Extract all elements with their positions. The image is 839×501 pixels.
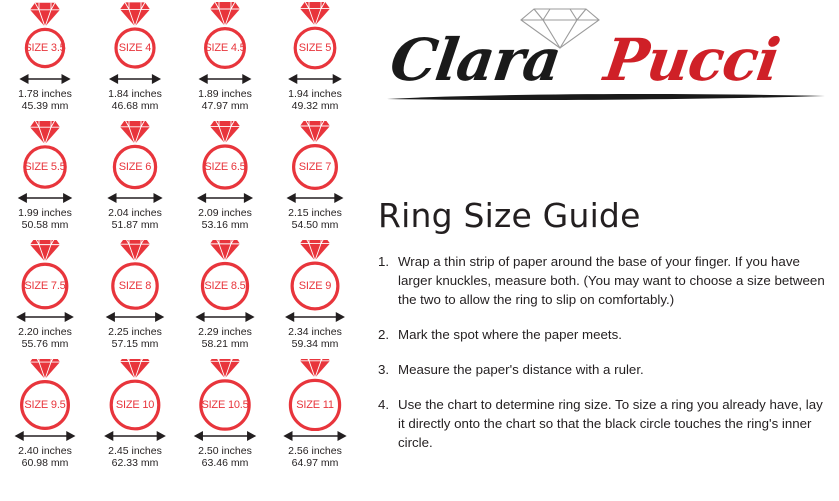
ring-inches: 2.09 inches	[198, 207, 252, 219]
ring-illustration	[273, 2, 357, 74]
ring-size-label: SIZE 10	[115, 399, 155, 411]
ring-mm: 53.16 mm	[201, 219, 249, 231]
ring-mm: 54.50 mm	[291, 219, 339, 231]
ring-inches: 2.45 inches	[108, 445, 162, 457]
ring-inches: 1.94 inches	[288, 88, 342, 100]
ring-size-cell	[180, 119, 270, 238]
ring-illustration	[273, 240, 357, 312]
ring-size-label: SIZE 4	[118, 42, 152, 54]
ring-size-cell	[180, 0, 270, 119]
ring-size-cell	[0, 357, 90, 476]
ring-size-label: SIZE 9	[298, 280, 332, 292]
instruction-step	[378, 395, 828, 452]
diameter-arrow	[273, 191, 357, 205]
step-number: 1.	[378, 254, 390, 269]
diameter-arrow	[273, 72, 357, 86]
ring-mm: 49.32 mm	[291, 100, 339, 112]
ring-measurements	[198, 88, 252, 112]
ring-size-cell	[90, 119, 180, 238]
ring-size-cell	[270, 0, 360, 119]
ring-measurements	[198, 326, 252, 350]
ring-inches: 2.15 inches	[288, 207, 342, 219]
ring-size-label: SIZE 7	[298, 161, 332, 173]
step-text: Measure the paper's distance with a ruler.	[398, 362, 644, 377]
ring-size-label: SIZE 5.5	[24, 161, 66, 173]
diameter-arrow	[93, 72, 177, 86]
ring-mm: 59.34 mm	[291, 338, 339, 350]
ring-size-cell	[90, 0, 180, 119]
chart-row	[0, 119, 360, 238]
ring-mm: 60.98 mm	[21, 457, 69, 469]
ring-size-cell	[0, 119, 90, 238]
ring-size-label: SIZE 5	[298, 42, 332, 54]
instruction-step	[378, 360, 828, 379]
ring-size-cell	[180, 238, 270, 357]
ring-measurements	[18, 88, 72, 112]
instruction-list	[378, 252, 828, 468]
ring-inches: 1.78 inches	[18, 88, 72, 100]
diameter-arrow	[93, 191, 177, 205]
page-title: Ring Size Guide	[378, 196, 641, 235]
ring-illustration	[3, 2, 87, 74]
ring-measurements	[198, 207, 252, 231]
step-text: Use the chart to determine ring size. To size a ring you already have, lay it directly onto the chart so that the black circle touches the ring's inner circle.	[398, 397, 823, 450]
ring-size-label: SIZE 6.5	[204, 161, 246, 173]
ring-inches: 2.50 inches	[198, 445, 252, 457]
diameter-arrow	[93, 429, 177, 443]
ring-mm: 63.46 mm	[201, 457, 249, 469]
brand-name-second: Pucci	[600, 26, 784, 94]
ring-illustration	[183, 121, 267, 193]
ring-mm: 50.58 mm	[21, 219, 69, 231]
ring-illustration	[183, 240, 267, 312]
ring-measurements	[288, 207, 342, 231]
ring-illustration	[273, 121, 357, 193]
ring-mm: 58.21 mm	[201, 338, 249, 350]
ring-size-cell	[180, 357, 270, 476]
ring-size-label: SIZE 8	[118, 280, 152, 292]
chart-row	[0, 357, 360, 476]
logo-underline	[387, 92, 827, 102]
ring-size-cell	[0, 0, 90, 119]
chart-row	[0, 0, 360, 119]
instruction-step	[378, 325, 828, 344]
ring-size-label: SIZE 3.5	[24, 42, 66, 54]
ring-mm: 55.76 mm	[21, 338, 69, 350]
ring-size-cell	[270, 238, 360, 357]
diameter-arrow	[3, 72, 87, 86]
ring-mm: 45.39 mm	[21, 100, 69, 112]
ring-measurements	[198, 445, 252, 469]
diameter-arrow	[273, 310, 357, 324]
ring-size-cell	[270, 357, 360, 476]
ring-measurements	[108, 445, 162, 469]
ring-inches: 2.29 inches	[198, 326, 252, 338]
diameter-arrow	[183, 429, 267, 443]
diameter-arrow	[3, 191, 87, 205]
diameter-arrow	[183, 191, 267, 205]
ring-mm: 46.68 mm	[111, 100, 159, 112]
diameter-arrow	[273, 429, 357, 443]
ring-mm: 62.33 mm	[111, 457, 159, 469]
ring-inches: 2.04 inches	[108, 207, 162, 219]
step-number: 3.	[378, 362, 390, 377]
ring-illustration	[93, 121, 177, 193]
ring-measurements	[18, 207, 72, 231]
ring-illustration	[93, 359, 177, 431]
ring-measurements	[288, 445, 342, 469]
ring-measurements	[108, 207, 162, 231]
ring-size-label: SIZE 9.5	[24, 399, 66, 411]
ring-mm: 64.97 mm	[291, 457, 339, 469]
ring-illustration	[93, 240, 177, 312]
ring-measurements	[288, 326, 342, 350]
ring-mm: 51.87 mm	[111, 219, 159, 231]
ring-inches: 2.40 inches	[18, 445, 72, 457]
ring-illustration	[183, 359, 267, 431]
ring-inches: 1.89 inches	[198, 88, 252, 100]
ring-size-cell	[90, 238, 180, 357]
ring-illustration	[93, 2, 177, 74]
ring-mm: 57.15 mm	[111, 338, 159, 350]
diameter-arrow	[3, 310, 87, 324]
ring-inches: 1.84 inches	[108, 88, 162, 100]
ring-illustration	[3, 359, 87, 431]
ring-measurements	[18, 326, 72, 350]
step-text: Wrap a thin strip of paper around the base of your finger. If you have larger knuckles, measure both. (You may want to choose a size between the two to allow the ring to slip on comfortably.)	[398, 254, 825, 307]
diameter-arrow	[3, 429, 87, 443]
ring-size-label: SIZE 7.5	[24, 280, 66, 292]
chart-row	[0, 238, 360, 357]
ring-size-label: SIZE 10.5	[201, 399, 249, 411]
diameter-arrow	[183, 72, 267, 86]
ring-inches: 1.99 inches	[18, 207, 72, 219]
ring-illustration	[3, 121, 87, 193]
step-number: 2.	[378, 327, 390, 342]
ring-size-chart	[0, 0, 360, 501]
step-text: Mark the spot where the paper meets.	[398, 327, 622, 342]
ring-inches: 2.25 inches	[108, 326, 162, 338]
ring-size-cell	[0, 238, 90, 357]
guide-panel	[365, 0, 839, 501]
ring-size-cell	[90, 357, 180, 476]
ring-size-label: SIZE 8.5	[204, 280, 246, 292]
brand-name-first: Clara	[386, 26, 565, 94]
ring-measurements	[108, 88, 162, 112]
ring-measurements	[288, 88, 342, 112]
ring-size-cell	[270, 119, 360, 238]
ring-inches: 2.20 inches	[18, 326, 72, 338]
ring-illustration	[183, 2, 267, 74]
diameter-arrow	[183, 310, 267, 324]
ring-size-label: SIZE 6	[118, 161, 152, 173]
ring-measurements	[18, 445, 72, 469]
ring-inches: 2.34 inches	[288, 326, 342, 338]
ring-inches: 2.56 inches	[288, 445, 342, 457]
ring-measurements	[108, 326, 162, 350]
diameter-arrow	[93, 310, 177, 324]
ring-size-label: SIZE 11	[296, 399, 334, 411]
brand-logo	[373, 4, 839, 104]
ring-mm: 47.97 mm	[201, 100, 249, 112]
ring-size-label: SIZE 4.5	[204, 42, 246, 54]
ring-illustration	[273, 359, 357, 431]
step-number: 4.	[378, 397, 390, 412]
instruction-step	[378, 252, 828, 309]
ring-illustration	[3, 240, 87, 312]
